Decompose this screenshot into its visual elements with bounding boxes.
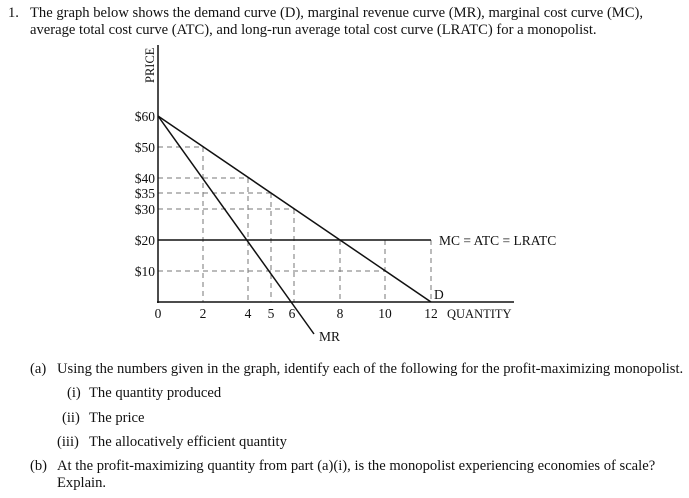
part-a-iii-label: (iii) [57,434,79,450]
part-a-ii-label: (ii) [62,410,80,426]
svg-text:$10: $10 [134,264,155,279]
part-b [30,458,655,475]
part-a-ii [62,410,145,427]
svg-text:8: 8 [336,306,344,321]
y-tick-labels [135,109,156,279]
svg-text:$50: $50 [134,140,155,155]
y-axis-label: PRICE [143,47,157,83]
demand-label: D [434,287,444,302]
question-number: 1. [8,5,19,21]
svg-text:10: 10 [378,306,392,321]
intro-line-1: The graph below shows the demand curve (D), marginal revenue curve (MR), marginal cost curve (MC), [30,5,644,21]
svg-text:2: 2 [199,306,207,321]
part-b-label: (b) [30,458,48,474]
part-a-i-label: (i) [67,385,81,401]
svg-text:5: 5 [267,306,275,321]
part-a-i [67,385,221,402]
svg-text:$35: $35 [134,186,155,201]
intro-line-2: average total cost curve (ATC), and long-run average total cost curve (LRATC) for a monopolist. [30,22,597,38]
part-a-iii-text: The allocatively efficient quantity [89,434,287,450]
part-a-label: (a) [30,361,47,377]
guide-lines [158,147,431,302]
svg-text:4: 4 [244,306,252,321]
svg-text:0: 0 [154,306,162,321]
svg-text:$60: $60 [134,109,155,124]
svg-text:$40: $40 [134,171,155,186]
part-a-iii [57,434,287,451]
part-b-line2: Explain. [57,475,107,491]
part-a-i-text: The quantity produced [89,385,222,401]
part-a-text: Using the numbers given in the graph, identify each of the following for the profit-maximizing monopolist. [57,361,684,377]
svg-text:12: 12 [424,306,438,321]
svg-text:6: 6 [288,306,296,321]
cost-label: MC = ATC = LRATC [439,233,557,248]
part-a-ii-text: The price [89,410,145,426]
x-axis-label: QUANTITY [447,307,512,321]
part-a [30,361,683,378]
svg-text:$30: $30 [134,202,155,217]
part-b-text: At the profit-maximizing quantity from part (a)(i), is the monopolist experiencing economies of scale? [57,458,656,474]
mr-label: MR [319,329,341,344]
svg-text:$20: $20 [134,233,155,248]
axes [157,45,514,303]
